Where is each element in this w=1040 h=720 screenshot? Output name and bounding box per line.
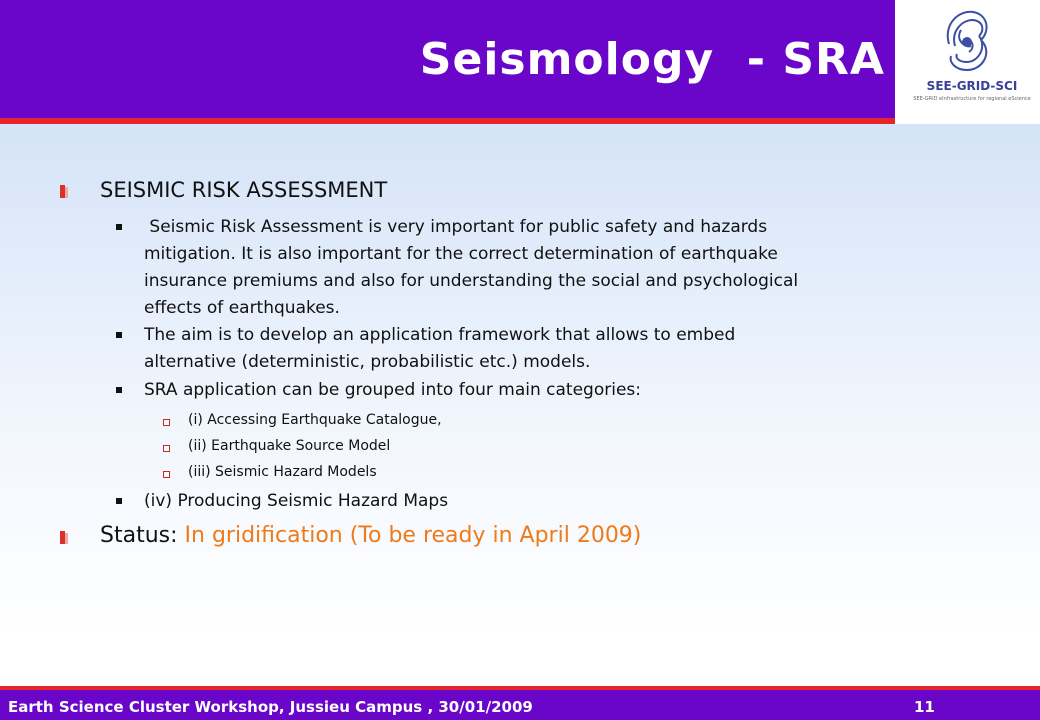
hollow-square-bullet-icon: [163, 419, 170, 426]
hollow-square-bullet-icon: [163, 471, 170, 478]
square-bullet-icon: [116, 498, 122, 504]
section-heading: SEISMIC RISK ASSESSMENT: [100, 178, 388, 202]
status-line: [100, 523, 641, 548]
red-bar-bullet-icon: [60, 185, 68, 198]
page-number: 11: [914, 698, 935, 716]
point-2: [144, 322, 974, 376]
point-2-line-1: The aim is to develop an application framework that allows to embed: [144, 325, 736, 345]
status-label: Status:: [100, 523, 185, 548]
footer-bar: [0, 690, 1040, 720]
point-1-line-2: mitigation. It is also important for the correct determination of earthquake: [144, 244, 778, 264]
status-value: In gridification (To be ready in April 2009): [184, 523, 642, 548]
logo-tagline: SEE-GRID eInfrastructure for regional eScience: [913, 96, 1031, 102]
slide-title: Seismology - SRA: [419, 34, 885, 85]
square-bullet-icon: [116, 224, 122, 230]
point-1: [144, 214, 974, 322]
point-3: [144, 377, 974, 404]
sub-point-2: (ii) Earthquake Source Model: [188, 438, 391, 454]
square-bullet-icon: [116, 387, 122, 393]
logo-wordmark: SEE-GRID-SCI: [926, 79, 1018, 93]
footer-text: Earth Science Cluster Workshop, Jussieu Campus , 30/01/2009: [8, 698, 533, 716]
sub-point-1: (i) Accessing Earthquake Catalogue,: [188, 412, 442, 428]
point-3-line-1: SRA application can be grouped into four main categories:: [144, 380, 641, 400]
square-bullet-icon: [116, 332, 122, 338]
point-1-line-1: Seismic Risk Assessment is very important for public safety and hazards: [144, 217, 768, 237]
point-4: (iv) Producing Seismic Hazard Maps: [144, 491, 449, 511]
hollow-square-bullet-icon: [163, 445, 170, 452]
point-2-line-2: alternative (deterministic, probabilistic etc.) models.: [144, 352, 591, 372]
point-1-line-3: insurance premiums and also for understanding the social and psychological: [144, 271, 799, 291]
sub-point-3: (iii) Seismic Hazard Models: [188, 464, 377, 480]
point-1-line-4: effects of earthquakes.: [144, 298, 340, 318]
red-bar-bullet-icon: [60, 531, 68, 544]
